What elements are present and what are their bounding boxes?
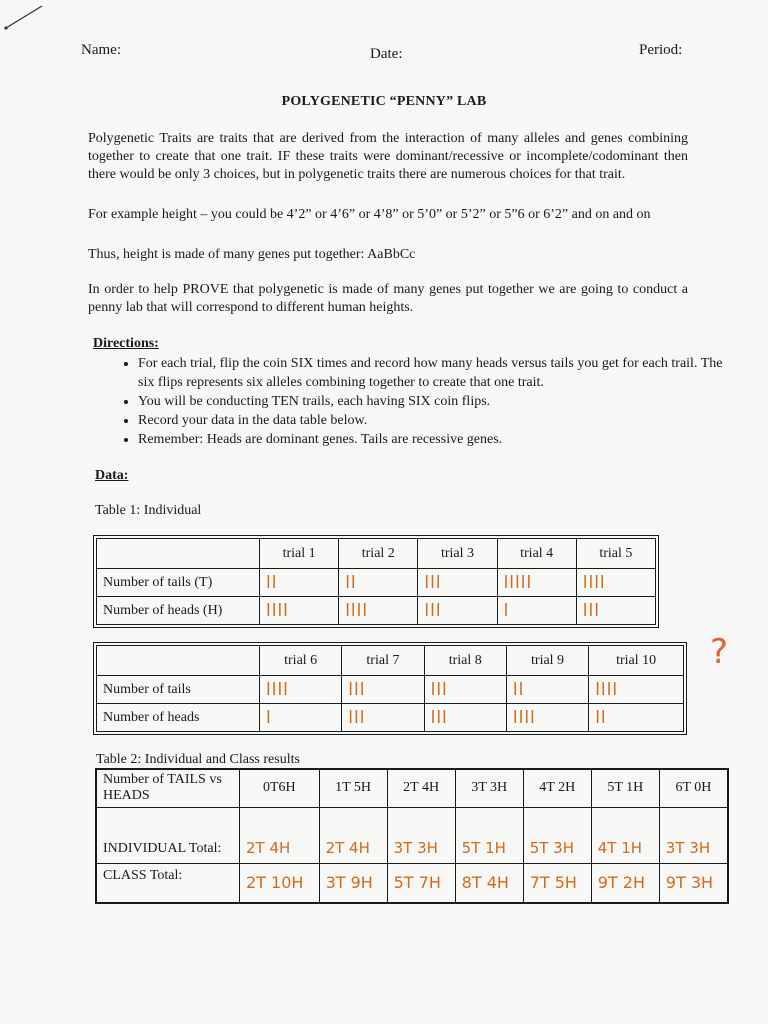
tally-cell: lll — [424, 676, 506, 704]
table1-caption: Table 1: Individual — [95, 503, 202, 518]
example-paragraph: For example height – you could be 4’2” or 4’6” or 4’8” or 5’0” or 5’2” or 5”6 or 6’2” and on and on — [88, 207, 651, 222]
tally-cell: lll — [418, 569, 497, 597]
class-total-cell: 7T 5H — [523, 863, 591, 903]
column-header: 3T 3H — [455, 769, 523, 807]
class-total-cell: 9T 3H — [659, 863, 728, 903]
tally-cell: l — [260, 704, 342, 732]
tally-cell: llll — [589, 676, 684, 704]
trial-header: trial 3 — [418, 539, 497, 569]
class-total-cell: 8T 4H — [455, 863, 523, 903]
table-corner — [97, 646, 260, 676]
tally-cell: llll — [260, 597, 339, 625]
tally-cell: llll — [576, 569, 655, 597]
tally-cell: ll — [589, 704, 684, 732]
trial-header: trial 2 — [339, 539, 418, 569]
direction-item: • Remember: Heads are dominant genes. Tails are recessive genes. — [138, 430, 738, 449]
trial-header: trial 5 — [576, 539, 655, 569]
directions-heading: Directions: — [93, 336, 159, 351]
column-header: 1T 5H — [319, 769, 387, 807]
direction-item: • You will be conducting TEN trails, each having SIX coin flips. — [138, 392, 738, 411]
column-header: 4T 2H — [523, 769, 591, 807]
pen-mark — [0, 0, 60, 40]
class-total-cell: 3T 9H — [319, 863, 387, 903]
column-header: 2T 4H — [387, 769, 455, 807]
class-total-cell: 9T 2H — [591, 863, 659, 903]
name-label: Name: — [81, 42, 121, 58]
class-total-cell: 2T 10H — [240, 863, 320, 903]
tally-cell: lll — [424, 704, 506, 732]
tally-cell: lll — [418, 597, 497, 625]
class-total-cell: 5T 7H — [387, 863, 455, 903]
tally-cell: lll — [576, 597, 655, 625]
tally-cell: ll — [339, 569, 418, 597]
individual-total-cell: 5T 1H — [455, 807, 523, 863]
tally-cell: lll — [342, 676, 424, 704]
row-label: Number of tails (T) — [97, 569, 260, 597]
intro-paragraph: Polygenetic Traits are traits that are derived from the interaction of many alleles and genes combining together to create that one trait. IF these traits were dominant/recessive or incomplete/codominant then there would be only 3 choices, but in polygenetic traits there are numerous choices for that trait. — [88, 131, 688, 182]
individual-total-cell: 3T 3H — [659, 807, 728, 863]
row-label: Number of heads — [97, 704, 260, 732]
individual-total-cell: 4T 1H — [591, 807, 659, 863]
tally-cell: ll — [506, 676, 588, 704]
column-header: 5T 1H — [591, 769, 659, 807]
trial-header: trial 8 — [424, 646, 506, 676]
tally-cell: llll — [339, 597, 418, 625]
tally-cell: lllll — [497, 569, 576, 597]
table1-trials-1-5 — [96, 538, 656, 625]
tally-cell: llll — [506, 704, 588, 732]
genes-statement: Thus, height is made of many genes put together: AaBbCc — [88, 247, 416, 262]
row-label: CLASS Total: — [96, 863, 240, 903]
table1-trials-6-10 — [96, 645, 684, 732]
period-label: Period: — [639, 42, 683, 58]
individual-total-cell: 3T 3H — [387, 807, 455, 863]
tally-cell: ll — [260, 569, 339, 597]
individual-total-cell: 2T 4H — [240, 807, 320, 863]
direction-item: • Record your data in the data table below. — [138, 411, 738, 430]
row-label: Number of heads (H) — [97, 597, 260, 625]
table2-caption: Table 2: Individual and Class results — [96, 752, 300, 767]
trial-header: trial 10 — [589, 646, 684, 676]
trial-header: trial 6 — [260, 646, 342, 676]
directions-list — [100, 354, 738, 449]
row-label: Number of tails — [97, 676, 260, 704]
tally-cell: llll — [260, 676, 342, 704]
column-header: 0T6H — [240, 769, 320, 807]
page-title: POLYGENETIC “PENNY” LAB — [281, 94, 487, 109]
table2-class-results — [95, 768, 729, 904]
date-label: Date: — [370, 46, 403, 62]
table-corner — [97, 539, 260, 569]
column-header: 6T 0H — [659, 769, 728, 807]
prove-paragraph: In order to help PROVE that polygenetic is made of many genes put together we are going to conduct a penny lab that will correspond to different human heights. — [88, 282, 688, 315]
header-label: Number of TAILS vs HEADS — [96, 769, 240, 807]
individual-total-cell: 2T 4H — [319, 807, 387, 863]
direction-item: • For each trial, flip the coin SIX times and record how many heads versus tails you get for each trail. The six flips represents six alleles combining together to create that one trait. — [138, 354, 738, 392]
tally-cell: lll — [342, 704, 424, 732]
individual-total-cell: 5T 3H — [523, 807, 591, 863]
question-mark-annotation: ? — [710, 632, 729, 672]
data-heading: Data: — [95, 468, 129, 483]
trial-header: trial 9 — [506, 646, 588, 676]
trial-header: trial 1 — [260, 539, 339, 569]
row-label: INDIVIDUAL Total: — [96, 807, 240, 863]
trial-header: trial 4 — [497, 539, 576, 569]
tally-cell: l — [497, 597, 576, 625]
trial-header: trial 7 — [342, 646, 424, 676]
